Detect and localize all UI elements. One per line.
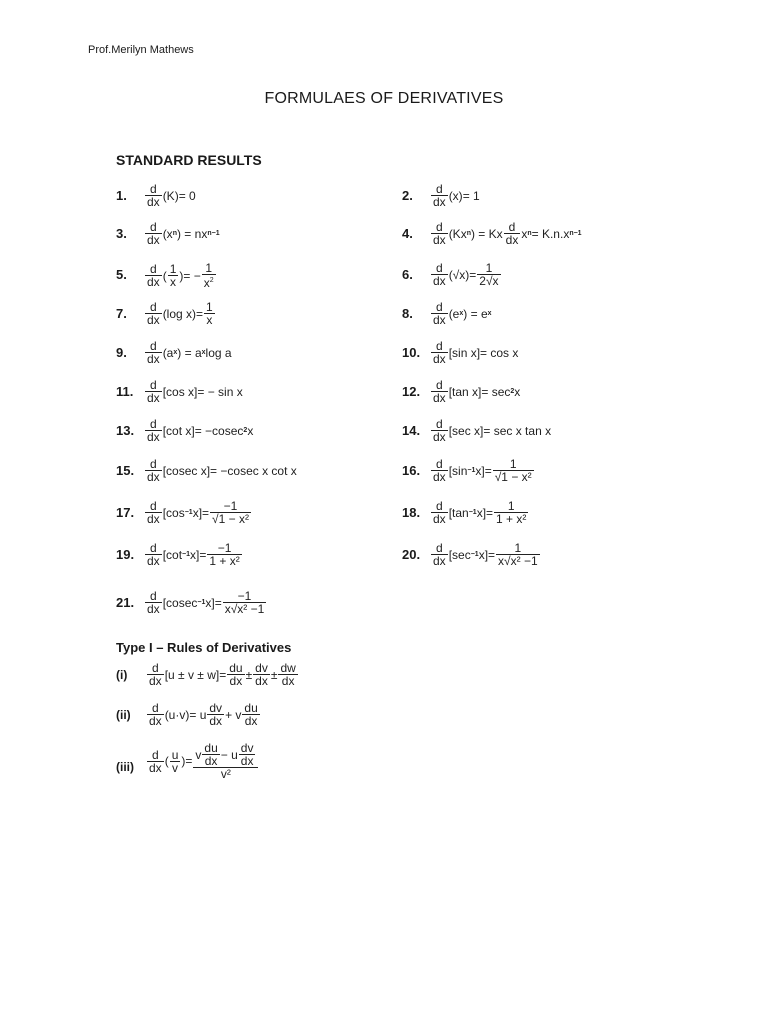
superscript: 2 [510,388,515,395]
formula-number: 15. [116,463,135,478]
denominator: dx [433,470,446,484]
numerator: d [431,542,448,555]
numerator: d [145,263,162,276]
math-text: x [514,384,521,399]
formula-13 [144,418,253,443]
superscript: −1 [197,599,206,606]
numerator: d [145,221,162,234]
numerator: 1 [202,262,216,275]
math-text: = [469,267,477,282]
math-text: x [247,423,254,438]
denominator: $x^2$ [203,276,214,290]
math-text: = cos x [480,345,519,360]
numerator: d [431,340,448,353]
numerator: d [145,500,162,513]
numerator: d [145,379,162,392]
fraction [145,221,162,246]
page-title: FORMULAES OF DERIVATIVES [264,90,504,107]
numerator: −1 [210,500,251,513]
numerator: dv [255,661,268,675]
denominator: dx [147,391,160,405]
math-text: = − [183,268,201,283]
fraction [431,379,448,404]
numerator: d [431,458,448,471]
superscript: −1 [468,509,477,516]
math-text: = −cosec [194,423,244,438]
formula-number: 18. [402,505,421,520]
numerator: d [147,662,164,675]
superscript: n [466,230,471,237]
math-text: = − sin x [197,384,243,399]
denominator: dx [149,760,162,775]
numerator [193,742,258,768]
fraction [431,418,448,443]
formula-number: 11. [116,384,134,399]
math-text: x [496,226,503,241]
numerator: du [204,741,218,755]
denominator: dx [147,554,160,568]
math-text: = [488,547,496,562]
fraction [147,702,164,727]
fraction [494,500,528,525]
formula-11 [144,379,243,404]
denominator: dx [433,554,446,568]
quotient-fraction [193,742,258,780]
superscript: 2 [243,427,248,434]
math-text: = 0 [178,188,196,203]
math-text: = [484,463,492,478]
formula-number: 13. [116,423,135,438]
numerator: 1 [496,542,540,555]
superscript: x [487,310,492,317]
denominator: dx [433,195,446,209]
fraction [204,301,215,326]
denominator: dx [433,233,446,247]
formula-number: 17. [116,505,135,520]
rule-2 [146,702,261,727]
formula-15 [144,458,297,483]
superscript: n−1 [207,230,220,237]
math-text: ) [179,268,184,283]
formula-number: 5. [116,267,127,282]
denominator: x√x² −1 [224,602,265,616]
formula-14 [430,418,551,443]
denominator: dx [147,313,160,327]
superscript: 2 [209,277,214,284]
formula-9 [144,340,232,365]
math-text: [sin x] [448,345,481,360]
formula-number: 12. [402,384,421,399]
numerator: d [431,379,448,392]
numerator: 1 [169,262,177,276]
denominator: dx [433,430,446,444]
superscript: −1 [470,551,479,558]
formula-20 [430,542,541,567]
denominator: dx [240,754,254,768]
fraction [147,662,164,687]
superscript: n [527,230,532,237]
math-text: [sec x] [448,423,484,438]
formula-21 [144,590,267,615]
formula-8 [430,301,492,326]
formula-5 [144,262,217,289]
math-text: = [185,754,193,768]
denominator: dx [229,674,243,688]
fraction [431,458,448,483]
formula-16 [430,458,535,483]
formula-number: 14. [402,423,421,438]
math-text: [cot [162,547,183,562]
math-text: [u ± v ± w] [164,667,220,682]
fraction [431,262,448,287]
formula-number: 20. [402,547,421,562]
denominator: dx [147,233,160,247]
denominator: dx [433,313,446,327]
math-text: [cos [162,505,185,520]
formula-7 [144,301,216,326]
math-text: = sec [481,384,511,399]
fraction [145,340,162,365]
denominator: dx [147,470,160,484]
numerator: dw [280,661,296,675]
math-text: = 1 [462,188,480,203]
fraction [145,379,162,404]
fraction [227,662,244,687]
formula-18 [430,500,529,525]
fraction [431,500,448,525]
math-text: = K.n.x [531,226,570,241]
math-text: [cot x] [162,423,195,438]
formula-10 [430,340,518,365]
formula-number: 16. [402,463,421,478]
formula-12 [430,379,520,404]
math-text: = [196,306,204,321]
numerator: d [431,221,448,234]
denominator: dx [209,714,223,728]
numerator: u [171,747,179,762]
numerator: d [145,301,162,314]
math-text: [cosec x] [162,463,211,478]
author-header: Prof.Merilyn Mathews [88,44,194,56]
superscript: −1 [184,509,193,516]
fraction [239,742,256,767]
denominator: √1 − x² [494,470,532,484]
numerator: d [431,418,448,431]
fraction [431,183,448,208]
rule-number: (i) [116,668,128,682]
denominator: dx [147,352,160,366]
math-text: = u [189,707,207,722]
formula-6 [430,262,502,287]
math-text: [sin [448,463,468,478]
math-text: (a [162,345,174,360]
formula-number: 9. [116,345,127,360]
fraction [431,542,448,567]
denominator: dx [255,674,268,688]
fraction [145,590,162,615]
denominator: x [206,313,213,327]
formula-1 [144,183,196,208]
numerator: d [431,183,448,196]
math-text: [cos x] [162,384,198,399]
formula-19 [144,542,243,567]
formula-number: 3. [116,226,127,241]
fraction [207,542,241,567]
denominator: dx [147,602,160,616]
math-text: = [202,505,210,520]
denominator: dx [281,674,295,688]
numerator: 1 [494,500,528,513]
numerator: 1 [206,300,213,314]
superscript: n [172,230,177,237]
fraction [496,542,540,567]
math-text: [cosec [162,595,198,610]
standard-results-heading: STANDARD RESULTS [116,152,262,168]
fraction [145,263,162,288]
denominator: v [172,760,179,775]
denominator: dx [147,430,160,444]
math-text: x] [476,505,487,520]
formula-number: 7. [116,306,127,321]
numerator: −1 [223,590,267,603]
math-text: ) [181,754,186,768]
fraction [145,183,162,208]
formula-number: 8. [402,306,413,321]
numerator: d [145,418,162,431]
math-text: = −cosec x cot x [210,463,297,478]
math-text: (K) [162,188,179,203]
formula-number: 2. [402,188,413,203]
formula-number: 6. [402,267,413,282]
superscript: x [459,310,464,317]
fraction [147,749,164,774]
fraction [202,742,219,767]
rules-heading: Type I – Rules of Derivatives [116,640,292,655]
fraction [504,221,521,246]
fraction [477,262,500,287]
formula-2 [430,183,480,208]
fraction [170,749,181,774]
fraction [431,301,448,326]
numerator: dv [209,701,223,715]
numerator: d [145,542,162,555]
fraction [168,263,179,288]
math-text: ) = a [177,345,202,360]
fraction [242,702,259,727]
math-text: + v [225,707,242,722]
numerator: d [431,500,448,513]
math-text: [tan [448,505,469,520]
formula-4 [430,221,582,246]
superscript: x [201,349,206,356]
fraction [207,702,224,727]
math-text: (u·v) [164,707,190,722]
denominator: dx [433,512,446,526]
fraction [493,458,534,483]
fraction [202,262,216,289]
math-text: ( [164,754,169,768]
numerator: d [431,301,448,314]
math-text: x] [190,547,200,562]
math-text: = [199,547,207,562]
fraction [145,301,162,326]
fraction [431,340,448,365]
math-text: x] [192,505,203,520]
denominator: dx [433,352,446,366]
numerator: −1 [207,542,241,555]
math-text: ) = e [463,306,488,321]
numerator: du [244,701,258,715]
fraction [223,590,267,615]
math-text: (Kx [448,226,467,241]
fraction [145,418,162,443]
math-text: x] [475,463,485,478]
denominator: √1 − x² [212,512,249,526]
fraction [210,500,251,525]
numerator: d [145,340,162,353]
math-text: (log x) [162,306,197,321]
denominator: 1 + x² [496,512,527,526]
denominator: 2√x [479,274,499,288]
numerator: d [147,749,164,762]
denominator: dx [204,754,218,768]
denominator: x [170,275,177,289]
denominator: dx [433,391,446,405]
fraction [431,221,448,246]
numerator: d [145,590,162,603]
fraction [278,662,297,687]
formula-number: 19. [116,547,135,562]
denominator: 1 + x² [209,554,240,568]
formula-17 [144,500,252,525]
numerator: d [147,702,164,715]
denominator: v² [220,767,231,781]
formula-number: 21. [116,595,135,610]
denominator: dx [147,195,160,209]
math-text: = [486,505,494,520]
numerator: d [431,262,448,275]
rule-number: (ii) [116,708,131,722]
fraction [145,458,162,483]
math-text: = [219,667,227,682]
denominator: dx [505,233,519,247]
numerator: d [145,183,162,196]
denominator: dx [147,512,160,526]
math-text: x] [478,547,489,562]
math-text: ± [270,667,278,682]
math-text: (e [448,306,460,321]
formula-3 [144,221,220,246]
superscript: n−1 [569,230,582,237]
math-text: = [214,595,222,610]
fraction [253,662,270,687]
superscript: x [173,349,178,356]
math-text: [sec [448,547,471,562]
math-text: − u [220,747,238,762]
denominator: x√x² −1 [498,554,538,568]
numerator: d [145,458,162,471]
superscript: −1 [182,551,191,558]
math-text: ± [245,667,253,682]
numerator: d [504,221,521,234]
numerator: 1 [493,458,534,471]
math-text: x [521,226,528,241]
math-text: log a [205,345,232,360]
math-text: = sec x tan x [483,423,552,438]
fraction [145,542,162,567]
math-text: (√x) [448,267,470,282]
rule-number: (iii) [116,760,134,774]
math-text: v [195,747,202,762]
rule-1 [146,662,299,687]
superscript: −1 [467,467,476,474]
math-text: x] [205,595,215,610]
math-text: (x) [448,188,463,203]
formula-number: 1. [116,188,127,203]
numerator: du [229,661,243,675]
denominator: dx [433,274,446,288]
denominator: dx [244,714,258,728]
denominator: dx [149,714,162,728]
denominator: dx [147,275,160,289]
math-text: (x [162,226,173,241]
math-text: ) = K [470,226,497,241]
fraction [145,500,162,525]
formula-number: 4. [402,226,413,241]
math-text: ( [162,268,167,283]
math-text: ) = nx [176,226,208,241]
numerator: 1 [477,262,500,275]
math-text: [tan x] [448,384,482,399]
formula-number: 10. [402,345,421,360]
rule-3 [146,742,259,780]
denominator: dx [149,674,162,688]
numerator: dv [240,741,254,755]
